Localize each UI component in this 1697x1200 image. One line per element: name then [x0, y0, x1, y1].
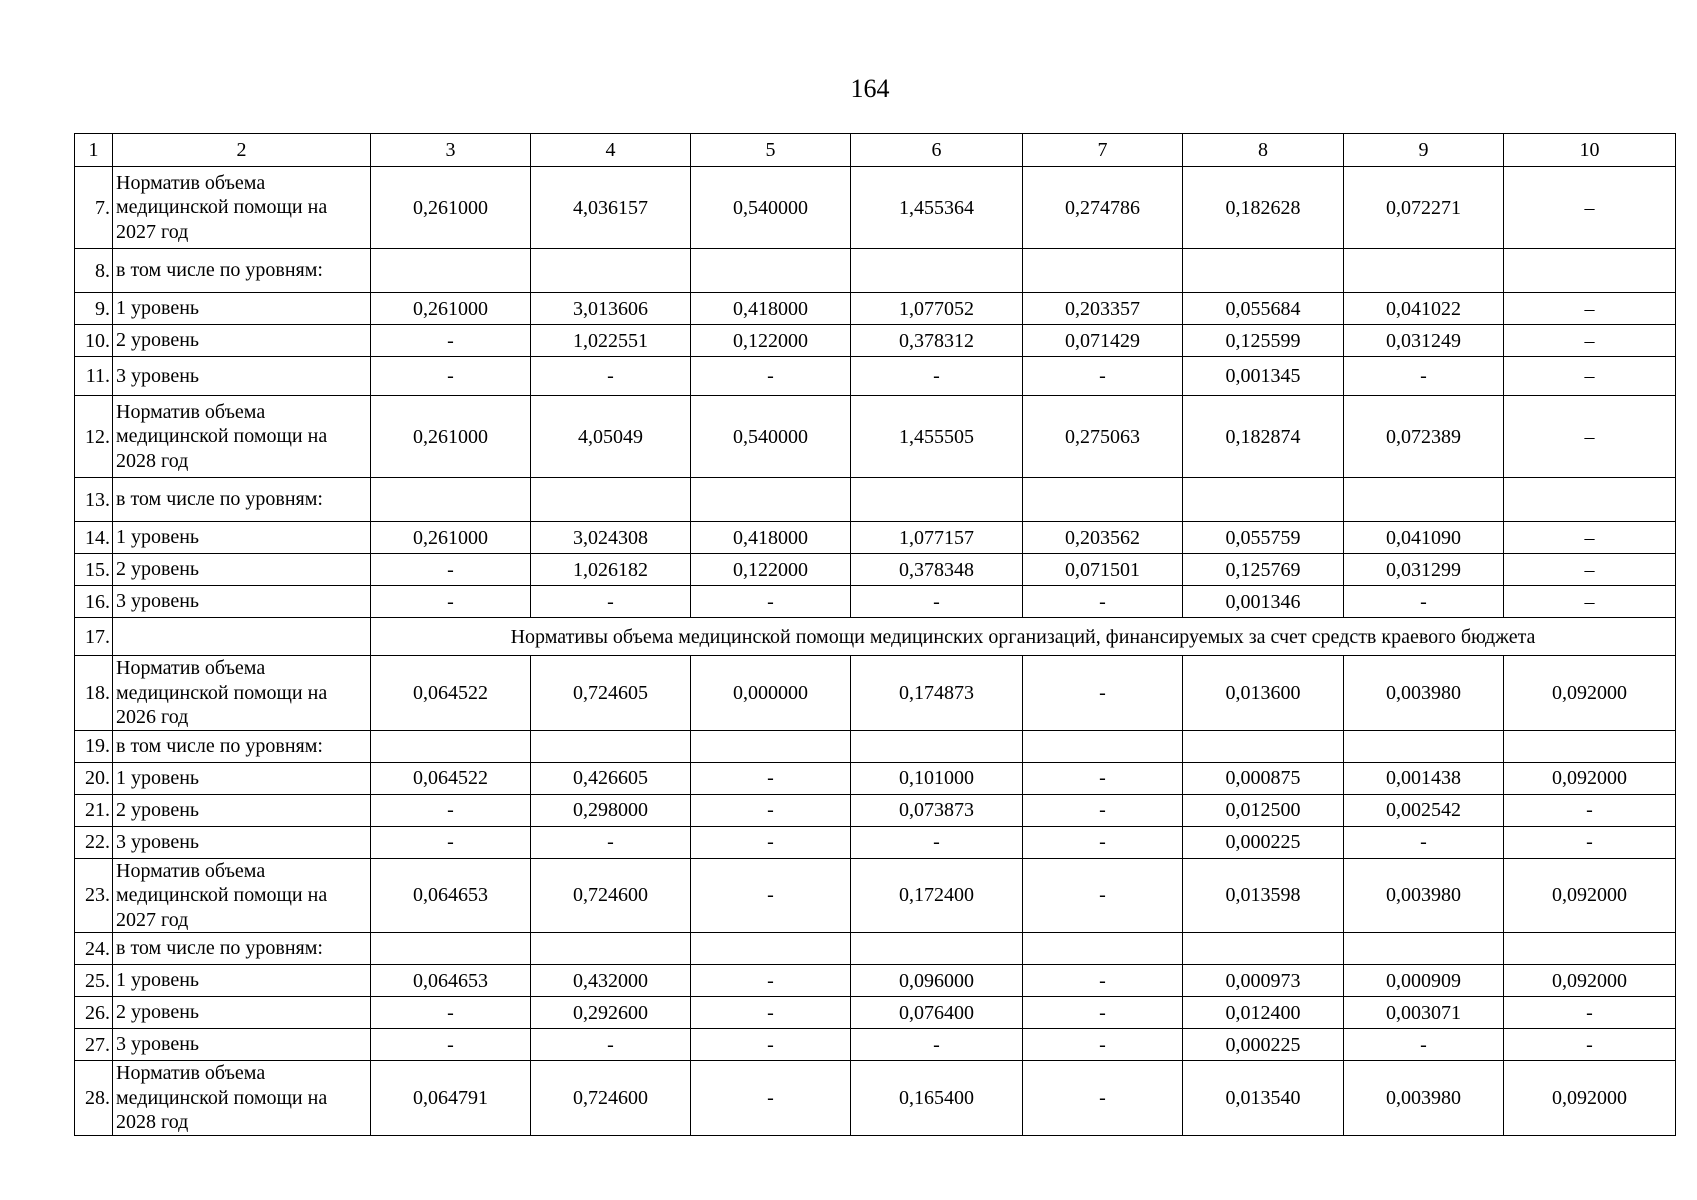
row-label: в том числе по уровням: — [113, 249, 371, 293]
value-cell — [1504, 478, 1676, 522]
table-row — [75, 730, 1676, 762]
value-cell: - — [531, 1029, 691, 1061]
value-cell — [1183, 933, 1344, 965]
value-cell: 0,000973 — [1183, 965, 1344, 997]
value-cell: 0,003980 — [1344, 858, 1504, 933]
row-number: 17. — [75, 618, 113, 656]
value-cell — [1504, 730, 1676, 762]
value-cell: 1,077157 — [851, 522, 1023, 554]
row-number: 20. — [75, 762, 113, 794]
value-cell: 0,064653 — [371, 858, 531, 933]
value-cell: - — [1504, 826, 1676, 858]
value-cell: 0,172400 — [851, 858, 1023, 933]
table-row — [75, 656, 1676, 731]
value-cell: - — [371, 325, 531, 357]
table-row — [75, 293, 1676, 325]
row-label: Норматив объема медицинской помощи на 2026 год — [113, 656, 371, 731]
value-cell: 1,455364 — [851, 167, 1023, 249]
value-cell: 0,041090 — [1344, 522, 1504, 554]
column-number-header: 2 — [113, 134, 371, 167]
value-cell: 0,418000 — [691, 522, 851, 554]
row-number: 25. — [75, 965, 113, 997]
value-cell: 1,455505 — [851, 396, 1023, 478]
row-number: 19. — [75, 730, 113, 762]
norms-table — [74, 133, 1676, 1136]
value-cell: 0,055759 — [1183, 522, 1344, 554]
value-cell — [371, 478, 531, 522]
value-cell: - — [371, 997, 531, 1029]
value-cell — [1344, 933, 1504, 965]
value-cell: - — [531, 826, 691, 858]
value-cell: - — [531, 357, 691, 396]
table-row — [75, 1029, 1676, 1061]
column-number-header: 10 — [1504, 134, 1676, 167]
value-cell — [851, 933, 1023, 965]
value-cell: 0,092000 — [1504, 656, 1676, 731]
value-cell: - — [1344, 357, 1504, 396]
value-cell: - — [691, 586, 851, 618]
value-cell: - — [691, 858, 851, 933]
value-cell: 0,101000 — [851, 762, 1023, 794]
value-cell: 0,203357 — [1023, 293, 1183, 325]
value-cell: 0,013600 — [1183, 656, 1344, 731]
value-cell — [531, 249, 691, 293]
value-cell — [1183, 249, 1344, 293]
value-cell — [691, 249, 851, 293]
value-cell: - — [371, 1029, 531, 1061]
value-cell: 0,000225 — [1183, 826, 1344, 858]
value-cell: - — [371, 826, 531, 858]
row-label: в том числе по уровням: — [113, 730, 371, 762]
row-label: в том числе по уровням: — [113, 478, 371, 522]
value-cell: 0,724605 — [531, 656, 691, 731]
row-label: 2 уровень — [113, 997, 371, 1029]
value-cell: - — [371, 586, 531, 618]
value-cell: - — [851, 586, 1023, 618]
value-cell — [1023, 933, 1183, 965]
row-number: 8. — [75, 249, 113, 293]
value-cell: 0,378348 — [851, 554, 1023, 586]
value-cell: - — [691, 826, 851, 858]
row-number: 10. — [75, 325, 113, 357]
table-row — [75, 997, 1676, 1029]
value-cell: - — [1344, 826, 1504, 858]
value-cell: - — [691, 357, 851, 396]
header-row — [75, 134, 1676, 167]
value-cell: - — [851, 826, 1023, 858]
value-cell: 0,041022 — [1344, 293, 1504, 325]
value-cell: - — [1023, 656, 1183, 731]
row-number: 18. — [75, 656, 113, 731]
value-cell: 0,724600 — [531, 1061, 691, 1136]
value-cell: 0,072271 — [1344, 167, 1504, 249]
row-label: 1 уровень — [113, 522, 371, 554]
value-cell: - — [1023, 858, 1183, 933]
value-cell: - — [691, 794, 851, 826]
value-cell: 0,071429 — [1023, 325, 1183, 357]
value-cell: 0,055684 — [1183, 293, 1344, 325]
value-cell: - — [691, 1029, 851, 1061]
row-label: 3 уровень — [113, 826, 371, 858]
value-cell: 0,274786 — [1023, 167, 1183, 249]
column-number-header: 7 — [1023, 134, 1183, 167]
table-row — [75, 325, 1676, 357]
row-number: 28. — [75, 1061, 113, 1136]
value-cell — [691, 933, 851, 965]
value-cell: – — [1504, 554, 1676, 586]
row-label: в том числе по уровням: — [113, 933, 371, 965]
value-cell: 0,432000 — [531, 965, 691, 997]
value-cell: 0,182874 — [1183, 396, 1344, 478]
row-label: 3 уровень — [113, 586, 371, 618]
value-cell — [691, 478, 851, 522]
value-cell: 1,026182 — [531, 554, 691, 586]
value-cell: – — [1504, 522, 1676, 554]
value-cell: 0,261000 — [371, 167, 531, 249]
column-number-header: 5 — [691, 134, 851, 167]
value-cell: 0,012500 — [1183, 794, 1344, 826]
value-cell: – — [1504, 293, 1676, 325]
value-cell — [851, 730, 1023, 762]
value-cell: 3,024308 — [531, 522, 691, 554]
row-label — [113, 618, 371, 656]
value-cell: 0,000225 — [1183, 1029, 1344, 1061]
table-row — [75, 357, 1676, 396]
value-cell: 0,203562 — [1023, 522, 1183, 554]
value-cell — [1504, 933, 1676, 965]
row-label: 1 уровень — [113, 762, 371, 794]
value-cell — [851, 478, 1023, 522]
row-label: 1 уровень — [113, 965, 371, 997]
value-cell: 0,125599 — [1183, 325, 1344, 357]
column-number-header: 9 — [1344, 134, 1504, 167]
value-cell — [1183, 730, 1344, 762]
value-cell: 0,064522 — [371, 762, 531, 794]
value-cell — [1183, 478, 1344, 522]
value-cell: 3,013606 — [531, 293, 691, 325]
value-cell: 0,013598 — [1183, 858, 1344, 933]
value-cell: 0,261000 — [371, 522, 531, 554]
value-cell: 0,092000 — [1504, 858, 1676, 933]
value-cell: 0,092000 — [1504, 1061, 1676, 1136]
table-row — [75, 167, 1676, 249]
value-cell: 0,064791 — [371, 1061, 531, 1136]
value-cell: - — [1023, 826, 1183, 858]
table-row — [75, 933, 1676, 965]
row-number: 9. — [75, 293, 113, 325]
column-number-header: 4 — [531, 134, 691, 167]
value-cell: 4,05049 — [531, 396, 691, 478]
value-cell: - — [1023, 357, 1183, 396]
row-number: 14. — [75, 522, 113, 554]
value-cell — [851, 249, 1023, 293]
value-cell: 0,378312 — [851, 325, 1023, 357]
value-cell: – — [1504, 325, 1676, 357]
value-cell — [531, 730, 691, 762]
value-cell: 0,031299 — [1344, 554, 1504, 586]
value-cell — [1023, 478, 1183, 522]
value-cell: - — [371, 554, 531, 586]
row-label: Норматив объема медицинской помощи на 2028 год — [113, 396, 371, 478]
table-row — [75, 1061, 1676, 1136]
row-number: 26. — [75, 997, 113, 1029]
value-cell: - — [851, 1029, 1023, 1061]
value-cell: – — [1504, 396, 1676, 478]
value-cell: - — [1344, 1029, 1504, 1061]
column-number-header: 3 — [371, 134, 531, 167]
value-cell: - — [1023, 997, 1183, 1029]
value-cell: 0,012400 — [1183, 997, 1344, 1029]
row-label: 2 уровень — [113, 554, 371, 586]
row-label: Норматив объема медицинской помощи на 2028 год — [113, 1061, 371, 1136]
row-label: 1 уровень — [113, 293, 371, 325]
value-cell — [371, 730, 531, 762]
value-cell: 0,064522 — [371, 656, 531, 731]
value-cell: - — [691, 762, 851, 794]
value-cell — [1344, 730, 1504, 762]
value-cell: - — [1344, 586, 1504, 618]
value-cell: 0,418000 — [691, 293, 851, 325]
row-number: 23. — [75, 858, 113, 933]
value-cell: - — [1023, 1029, 1183, 1061]
value-cell: - — [1023, 794, 1183, 826]
value-cell: 0,001346 — [1183, 586, 1344, 618]
value-cell: 0,182628 — [1183, 167, 1344, 249]
value-cell: 0,000875 — [1183, 762, 1344, 794]
column-number-header: 1 — [75, 134, 113, 167]
row-number: 15. — [75, 554, 113, 586]
value-cell: 0,013540 — [1183, 1061, 1344, 1136]
value-cell: 0,001345 — [1183, 357, 1344, 396]
value-cell: 0,724600 — [531, 858, 691, 933]
value-cell: 0,275063 — [1023, 396, 1183, 478]
value-cell: 0,003071 — [1344, 997, 1504, 1029]
value-cell: 0,122000 — [691, 325, 851, 357]
row-number: 12. — [75, 396, 113, 478]
value-cell: 0,174873 — [851, 656, 1023, 731]
value-cell: 1,022551 — [531, 325, 691, 357]
value-cell: 0,003980 — [1344, 656, 1504, 731]
value-cell: 0,540000 — [691, 167, 851, 249]
table-row — [75, 762, 1676, 794]
row-number: 16. — [75, 586, 113, 618]
value-cell: 0,165400 — [851, 1061, 1023, 1136]
row-number: 24. — [75, 933, 113, 965]
table-row — [75, 249, 1676, 293]
value-cell: 0,540000 — [691, 396, 851, 478]
table-row — [75, 618, 1676, 656]
row-label: 3 уровень — [113, 357, 371, 396]
value-cell: 0,064653 — [371, 965, 531, 997]
value-cell: 0,096000 — [851, 965, 1023, 997]
value-cell: 0,002542 — [1344, 794, 1504, 826]
value-cell: 1,077052 — [851, 293, 1023, 325]
value-cell: - — [691, 997, 851, 1029]
value-cell: 0,125769 — [1183, 554, 1344, 586]
value-cell: 0,092000 — [1504, 965, 1676, 997]
row-label: 2 уровень — [113, 325, 371, 357]
table-row — [75, 554, 1676, 586]
row-number: 13. — [75, 478, 113, 522]
column-number-header: 6 — [851, 134, 1023, 167]
value-cell: 0,426605 — [531, 762, 691, 794]
value-cell — [691, 730, 851, 762]
value-cell: - — [1023, 586, 1183, 618]
row-number: 7. — [75, 167, 113, 249]
value-cell: 0,000909 — [1344, 965, 1504, 997]
table-row — [75, 396, 1676, 478]
value-cell: 0,261000 — [371, 396, 531, 478]
row-label: Норматив объема медицинской помощи на 2027 год — [113, 167, 371, 249]
value-cell — [371, 249, 531, 293]
row-number: 21. — [75, 794, 113, 826]
value-cell — [1504, 249, 1676, 293]
column-number-header: 8 — [1183, 134, 1344, 167]
value-cell: - — [371, 794, 531, 826]
table-row — [75, 522, 1676, 554]
value-cell: - — [691, 965, 851, 997]
table-row — [75, 826, 1676, 858]
row-label: Норматив объема медицинской помощи на 2027 год — [113, 858, 371, 933]
section-title: Нормативы объема медицинской помощи медицинских организаций, финансируемых за счет средств краевого бюджета — [371, 618, 1676, 656]
value-cell: - — [691, 1061, 851, 1136]
table-row — [75, 478, 1676, 522]
value-cell: – — [1504, 167, 1676, 249]
value-cell: - — [1504, 794, 1676, 826]
table-body — [75, 134, 1676, 1136]
row-number: 22. — [75, 826, 113, 858]
value-cell — [1023, 730, 1183, 762]
value-cell: 0,298000 — [531, 794, 691, 826]
value-cell: - — [1023, 965, 1183, 997]
value-cell: 0,000000 — [691, 656, 851, 731]
value-cell: - — [1504, 997, 1676, 1029]
value-cell: – — [1504, 357, 1676, 396]
table-row — [75, 586, 1676, 618]
value-cell: 0,076400 — [851, 997, 1023, 1029]
value-cell — [1344, 478, 1504, 522]
value-cell — [531, 478, 691, 522]
row-number: 27. — [75, 1029, 113, 1061]
value-cell: - — [1023, 1061, 1183, 1136]
value-cell: 0,003980 — [1344, 1061, 1504, 1136]
table-row — [75, 858, 1676, 933]
value-cell — [531, 933, 691, 965]
value-cell: 0,072389 — [1344, 396, 1504, 478]
value-cell — [1023, 249, 1183, 293]
value-cell: 0,073873 — [851, 794, 1023, 826]
row-number: 11. — [75, 357, 113, 396]
table-row — [75, 794, 1676, 826]
value-cell: - — [1504, 1029, 1676, 1061]
value-cell: 0,122000 — [691, 554, 851, 586]
value-cell — [1344, 249, 1504, 293]
value-cell: - — [531, 586, 691, 618]
value-cell: 0,001438 — [1344, 762, 1504, 794]
table-row — [75, 965, 1676, 997]
value-cell: 0,071501 — [1023, 554, 1183, 586]
value-cell: 0,092000 — [1504, 762, 1676, 794]
value-cell: 4,036157 — [531, 167, 691, 249]
value-cell: 0,261000 — [371, 293, 531, 325]
value-cell: - — [1023, 762, 1183, 794]
value-cell: - — [371, 357, 531, 396]
row-label: 2 уровень — [113, 794, 371, 826]
row-label: 3 уровень — [113, 1029, 371, 1061]
value-cell — [371, 933, 531, 965]
page-number: 164 — [850, 74, 890, 103]
value-cell: 0,292600 — [531, 997, 691, 1029]
value-cell: – — [1504, 586, 1676, 618]
value-cell: 0,031249 — [1344, 325, 1504, 357]
value-cell: - — [851, 357, 1023, 396]
